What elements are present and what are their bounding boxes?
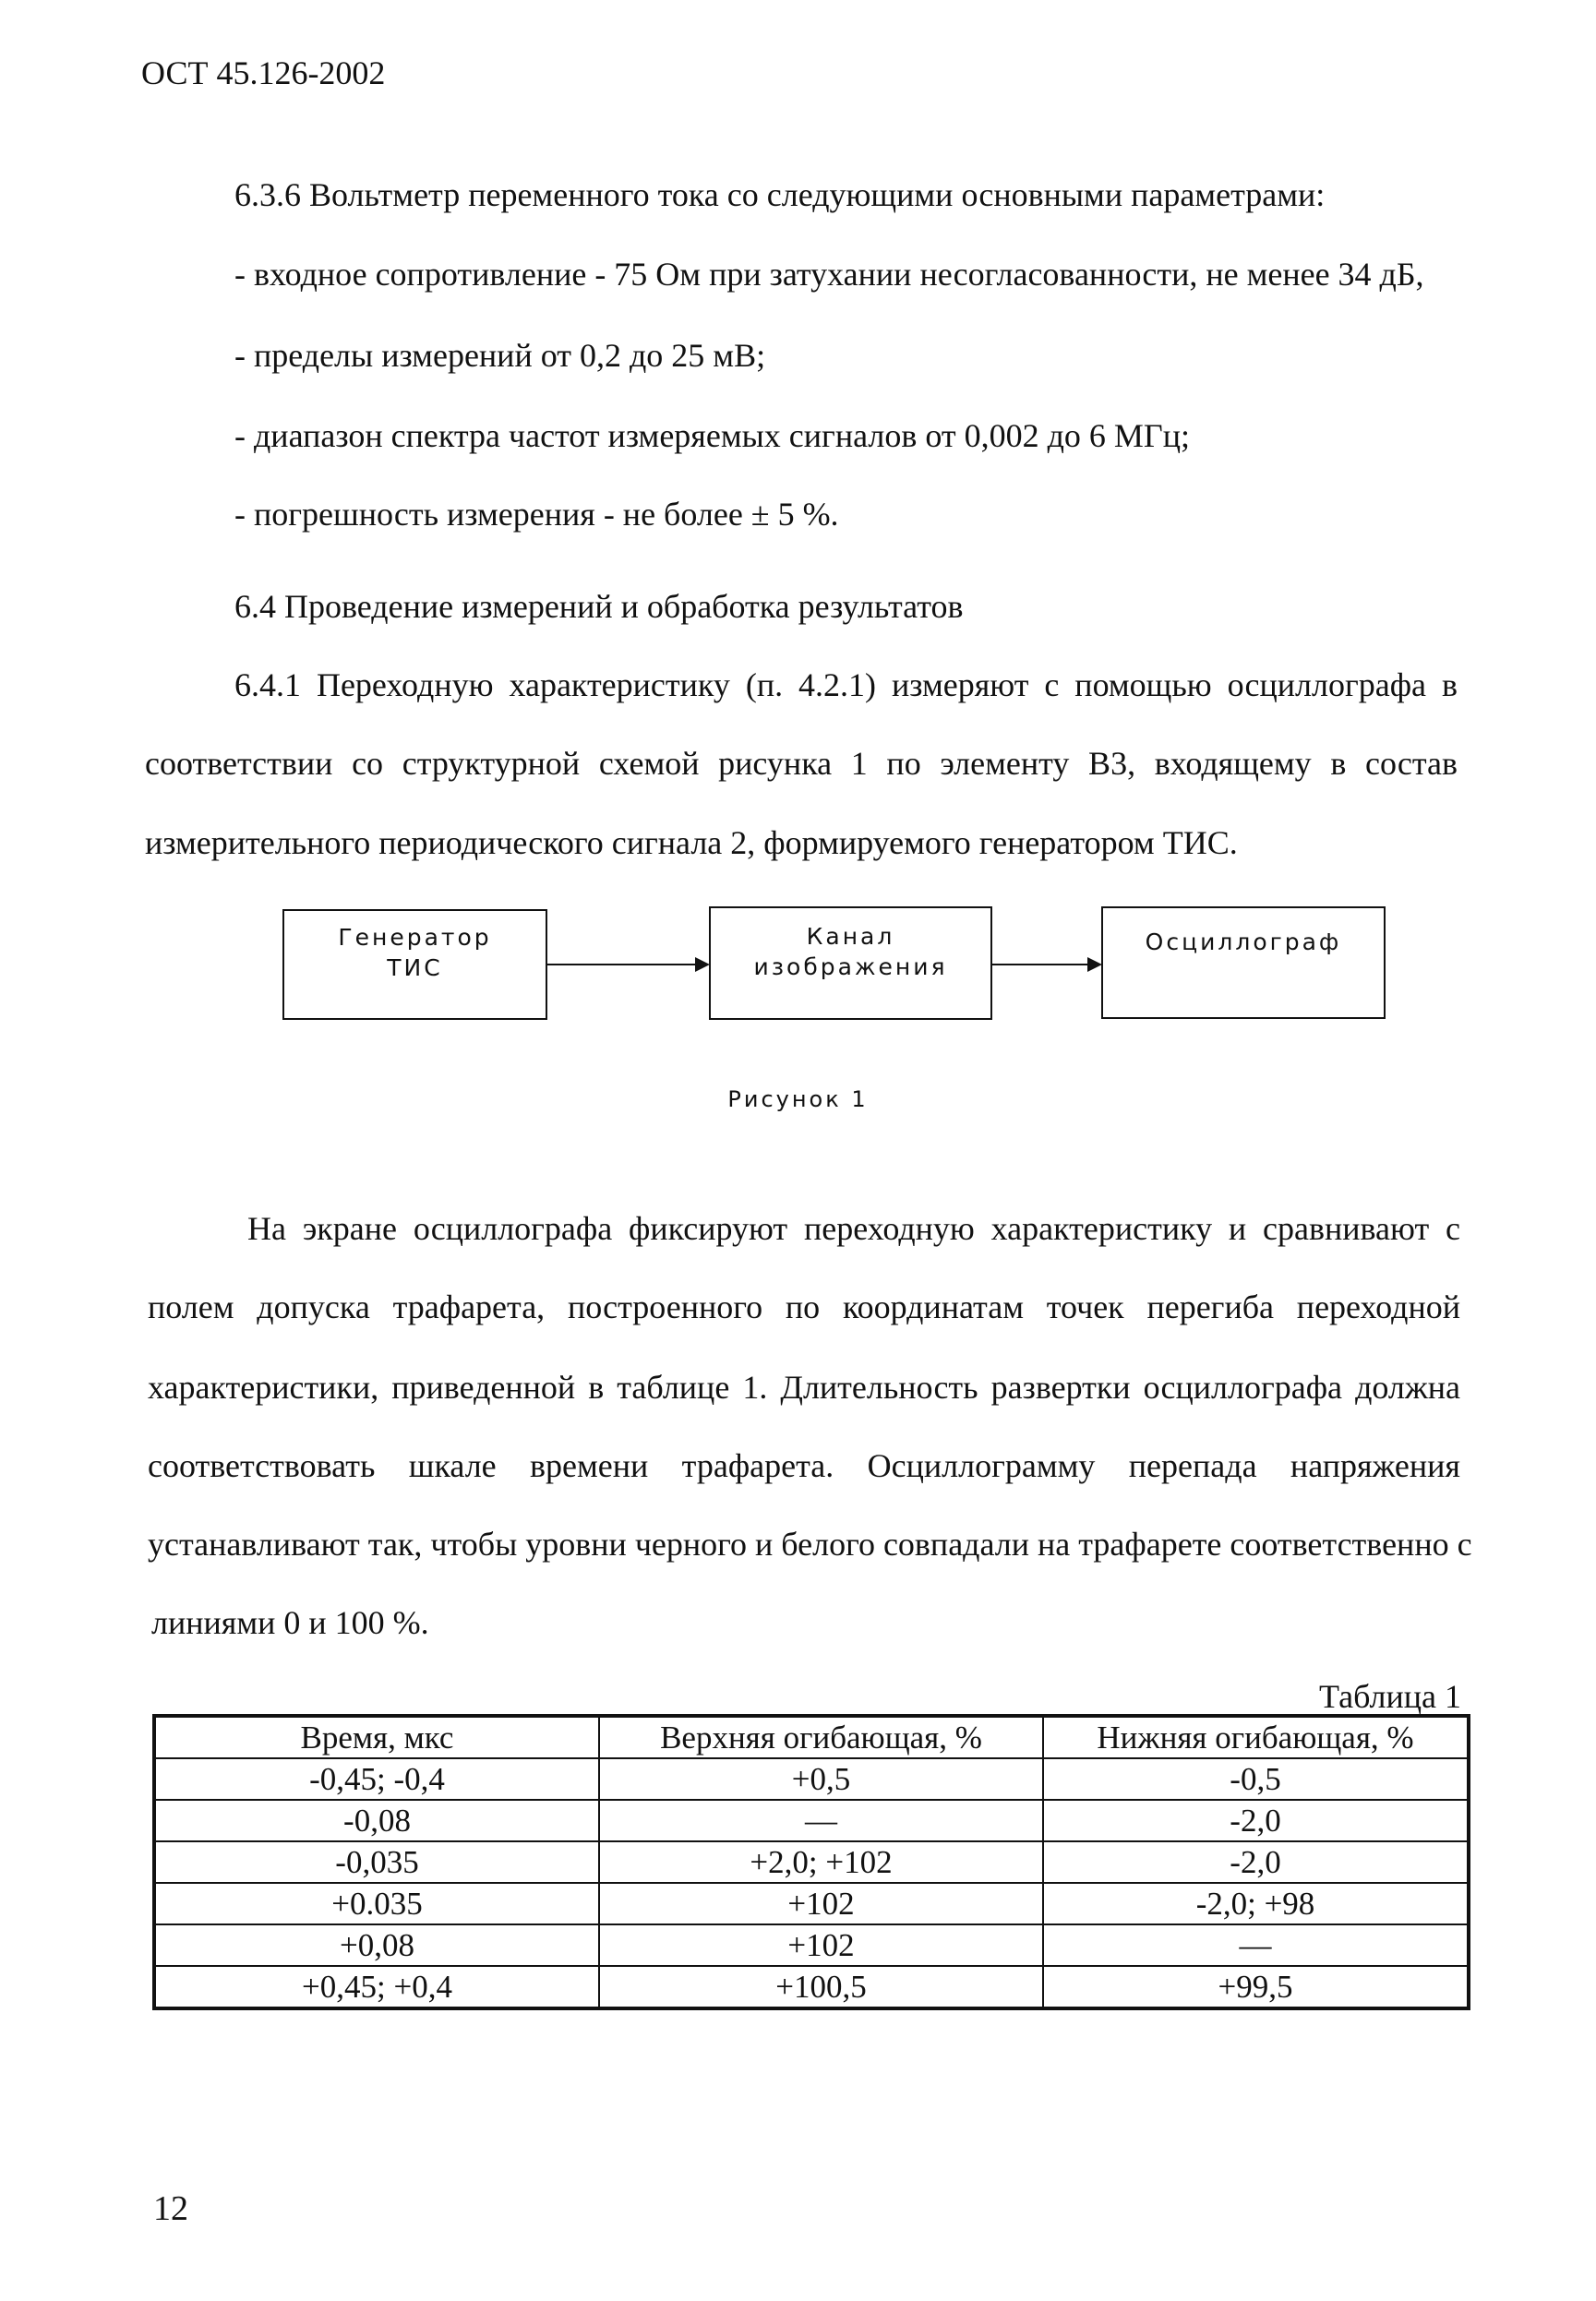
figure-caption: Рисунок 1 bbox=[727, 1086, 869, 1112]
table-row bbox=[154, 1924, 1469, 1966]
table-header-row bbox=[154, 1716, 1469, 1758]
paragraph-line: полем допуска трафарета, построенного по координатам точек перегиба переходной bbox=[148, 1288, 1460, 1325]
video-channel-box bbox=[709, 906, 992, 1020]
section-6-4-1-line: 6.4.1 Переходную характеристику (п. 4.2.1) измеряют с помощью осциллографа в bbox=[234, 666, 1458, 703]
paragraph-line: соответствовать шкале времени трафарета. Осциллограмму перепада напряжения bbox=[148, 1447, 1460, 1484]
table-row bbox=[154, 1883, 1469, 1924]
section-6-4-title: 6.4 Проведение измерений и обработка результатов bbox=[234, 588, 964, 625]
page-number: 12 bbox=[153, 2189, 188, 2228]
param-item: - диапазон спектра частот измеряемых сигналов от 0,002 до 6 МГц; bbox=[234, 417, 1190, 454]
table-cell: -2,0 bbox=[1043, 1800, 1469, 1841]
oscilloscope-label: Осциллограф bbox=[1145, 929, 1342, 955]
param-item: - входное сопротивление - 75 Ом при затухании несогласованности, не менее 34 дБ, bbox=[234, 256, 1424, 293]
column-header-lower: Нижняя огибающая, % bbox=[1043, 1716, 1469, 1758]
arrow-icon bbox=[992, 964, 1100, 965]
section-6-4-1-line: соответствии со структурной схемой рисунка 1 по элементу В3, входящему в состав bbox=[145, 745, 1458, 782]
section-6-4-1-line: измерительного периодического сигнала 2, формируемого генератором ТИС. bbox=[145, 824, 1238, 861]
table-caption: Таблица 1 bbox=[1319, 1678, 1461, 1715]
table-cell: -0,08 bbox=[154, 1800, 599, 1841]
generator-tis-box bbox=[282, 909, 547, 1020]
table-cell: +0,45; +0,4 bbox=[154, 1966, 599, 2008]
table-cell: -0,5 bbox=[1043, 1758, 1469, 1800]
video-channel-label: Канал изображения bbox=[753, 923, 948, 980]
table-cell: — bbox=[599, 1800, 1043, 1841]
table-row bbox=[154, 1758, 1469, 1800]
document-code: ОСТ 45.126-2002 bbox=[141, 54, 386, 91]
table-row bbox=[154, 1966, 1469, 2008]
table-cell: +0,5 bbox=[599, 1758, 1043, 1800]
generator-tis-label: Генератор ТИС bbox=[338, 924, 492, 981]
param-item: - пределы измерений от 0,2 до 25 мВ; bbox=[234, 337, 766, 374]
table-cell: +102 bbox=[599, 1924, 1043, 1966]
table-cell: -0,035 bbox=[154, 1841, 599, 1883]
table-row bbox=[154, 1841, 1469, 1883]
table-cell: -2,0 bbox=[1043, 1841, 1469, 1883]
table-cell: +0.035 bbox=[154, 1883, 599, 1924]
param-item: - погрешность измерения - не более ± 5 %. bbox=[234, 496, 839, 533]
data-table bbox=[152, 1714, 1470, 2010]
paragraph-line: линиями 0 и 100 %. bbox=[151, 1604, 429, 1641]
table-cell: +0,08 bbox=[154, 1924, 599, 1966]
table-cell: -0,45; -0,4 bbox=[154, 1758, 599, 1800]
oscilloscope-box bbox=[1101, 906, 1386, 1019]
table-cell: -2,0; +98 bbox=[1043, 1883, 1469, 1924]
table-cell: +102 bbox=[599, 1883, 1043, 1924]
table-row bbox=[154, 1800, 1469, 1841]
section-6-3-6-title: 6.3.6 Вольтметр переменного тока со следующими основными параметрами: bbox=[234, 176, 1326, 213]
table-cell: +2,0; +102 bbox=[599, 1841, 1043, 1883]
table-cell: +99,5 bbox=[1043, 1966, 1469, 2008]
arrow-icon bbox=[547, 964, 708, 965]
column-header-time: Время, мкс bbox=[154, 1716, 599, 1758]
paragraph-line: характеристики, приведенной в таблице 1. Длительность развертки осциллографа должна bbox=[148, 1369, 1460, 1406]
paragraph-line: устанавливают так, чтобы уровни черного и белого совпадали на трафарете соответственно с bbox=[148, 1526, 1472, 1563]
table-cell: +100,5 bbox=[599, 1966, 1043, 2008]
table-cell: — bbox=[1043, 1924, 1469, 1966]
paragraph-line: На экране осциллографа фиксируют переходную характеристику и сравнивают с bbox=[247, 1210, 1460, 1247]
column-header-upper: Верхняя огибающая, % bbox=[599, 1716, 1043, 1758]
